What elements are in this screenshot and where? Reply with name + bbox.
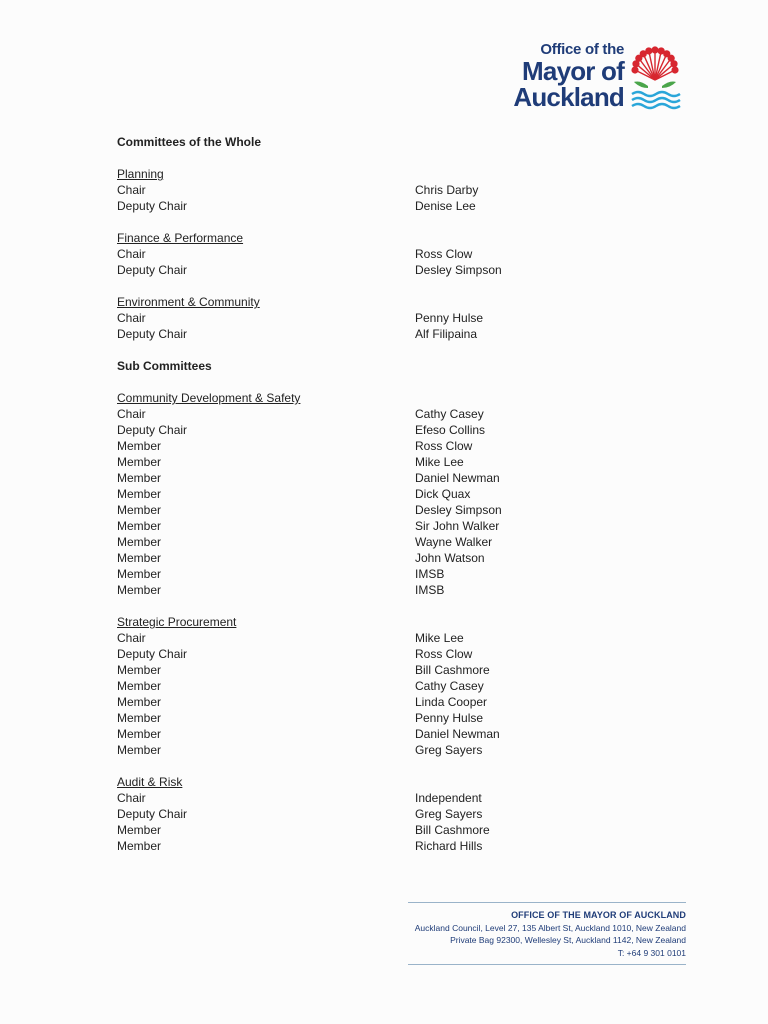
committee-title: Audit & Risk	[117, 775, 183, 789]
member-role: Member	[117, 727, 162, 741]
member-row	[117, 438, 677, 454]
whole-heading: Committees of the Whole	[117, 135, 262, 149]
member-name: Alf Filipaina	[415, 327, 478, 341]
member-row	[117, 550, 677, 566]
member-row	[117, 806, 677, 822]
member-role: Deputy Chair	[117, 647, 188, 661]
member-row	[117, 326, 677, 342]
member-name: Mike Lee	[415, 631, 464, 645]
member-name: Sir John Walker	[415, 519, 500, 533]
sub-committees	[117, 374, 677, 854]
member-row	[117, 262, 677, 278]
letterhead-footer	[408, 902, 686, 965]
member-row	[117, 646, 677, 662]
member-row	[117, 454, 677, 470]
member-name: Wayne Walker	[415, 535, 493, 549]
member-name: Ross Clow	[415, 647, 473, 661]
member-name: Ross Clow	[415, 439, 473, 453]
member-row	[117, 422, 677, 438]
member-role: Member	[117, 439, 162, 453]
member-role: Member	[117, 519, 162, 533]
member-name: Greg Sayers	[415, 743, 483, 757]
member-role: Deputy Chair	[117, 327, 188, 341]
footer-phone: T: +64 9 301 0101	[617, 947, 686, 958]
member-role: Chair	[117, 791, 146, 805]
member-name: Mike Lee	[415, 455, 464, 469]
member-role: Chair	[117, 247, 146, 261]
member-row	[117, 518, 677, 534]
member-row	[117, 502, 677, 518]
sub-heading: Sub Committees	[117, 359, 212, 373]
member-name: Cathy Casey	[415, 407, 484, 421]
member-role: Member	[117, 551, 162, 565]
member-role: Deputy Chair	[117, 807, 188, 821]
pohutukawa-flower-icon	[626, 42, 686, 112]
member-row	[117, 710, 677, 726]
member-row	[117, 470, 677, 486]
member-name: Chris Darby	[415, 183, 479, 197]
member-role: Chair	[117, 311, 146, 325]
member-role: Member	[117, 839, 162, 853]
member-row	[117, 662, 677, 678]
logo-line-1: Office of the	[540, 41, 624, 58]
member-role: Member	[117, 711, 162, 725]
member-row	[117, 198, 677, 214]
member-role: Deputy Chair	[117, 263, 188, 277]
footer-address-1: Auckland Council, Level 27, 135 Albert St, Auckland 1010, New Zealand	[414, 922, 686, 933]
member-role: Member	[117, 743, 162, 757]
member-row	[117, 678, 677, 694]
member-row	[117, 694, 677, 710]
logo-line-2: Mayor of	[522, 56, 624, 86]
footer-bottom-rule	[408, 964, 686, 965]
member-role: Member	[117, 471, 162, 485]
member-name: Bill Cashmore	[415, 823, 490, 837]
member-name: Independent	[415, 791, 482, 805]
member-role: Chair	[117, 631, 146, 645]
member-role: Member	[117, 535, 162, 549]
member-name: John Watson	[415, 551, 485, 565]
member-role: Member	[117, 695, 162, 709]
whole-committees	[117, 150, 677, 342]
member-role: Member	[117, 663, 162, 677]
member-name: Daniel Newman	[415, 471, 500, 485]
member-role: Chair	[117, 183, 146, 197]
member-row	[117, 726, 677, 742]
committee-title: Community Development & Safety	[117, 391, 301, 405]
member-name: Denise Lee	[415, 199, 476, 213]
member-role: Member	[117, 583, 162, 597]
committee-title: Environment & Community	[117, 295, 260, 309]
member-role: Chair	[117, 407, 146, 421]
member-name: Bill Cashmore	[415, 663, 490, 677]
committee-title: Planning	[117, 167, 164, 181]
member-row	[117, 246, 677, 262]
member-name: IMSB	[415, 567, 445, 581]
member-name: Daniel Newman	[415, 727, 500, 741]
member-role: Member	[117, 679, 162, 693]
member-row	[117, 822, 677, 838]
member-name: Linda Cooper	[415, 695, 488, 709]
logo-line-3: Auckland	[513, 82, 624, 112]
member-name: Greg Sayers	[415, 807, 483, 821]
member-name: Ross Clow	[415, 247, 473, 261]
committee-listing	[117, 134, 677, 854]
member-name: Penny Hulse	[415, 711, 484, 725]
footer-address-2: Private Bag 92300, Wellesley St, Auckland 1142, New Zealand	[450, 935, 686, 945]
member-name: Dick Quax	[415, 487, 471, 501]
member-name: Cathy Casey	[415, 679, 484, 693]
member-role: Member	[117, 823, 162, 837]
member-name: Desley Simpson	[415, 503, 502, 517]
member-role: Member	[117, 567, 162, 581]
member-row	[117, 566, 677, 582]
member-row	[117, 742, 677, 758]
member-role: Member	[117, 455, 162, 469]
logo-wordmark	[496, 42, 624, 110]
member-row	[117, 790, 677, 806]
committee-title: Strategic Procurement	[117, 615, 237, 629]
member-role: Deputy Chair	[117, 423, 188, 437]
member-name: Richard Hills	[415, 839, 483, 853]
member-name: IMSB	[415, 583, 445, 597]
member-role: Member	[117, 487, 162, 501]
member-row	[117, 838, 677, 854]
member-role: Member	[117, 503, 162, 517]
member-name: Penny Hulse	[415, 311, 484, 325]
member-row	[117, 534, 677, 550]
member-row	[117, 406, 677, 422]
member-role: Deputy Chair	[117, 199, 188, 213]
committee-title: Finance & Performance	[117, 231, 244, 245]
member-name: Efeso Collins	[415, 423, 486, 437]
footer-title: OFFICE OF THE MAYOR OF AUCKLAND	[511, 910, 686, 920]
member-row	[117, 582, 677, 598]
member-row	[117, 630, 677, 646]
mayor-logo	[496, 42, 692, 114]
member-row	[117, 182, 677, 198]
member-name: Desley Simpson	[415, 263, 502, 277]
member-row	[117, 310, 677, 326]
member-row	[117, 486, 677, 502]
